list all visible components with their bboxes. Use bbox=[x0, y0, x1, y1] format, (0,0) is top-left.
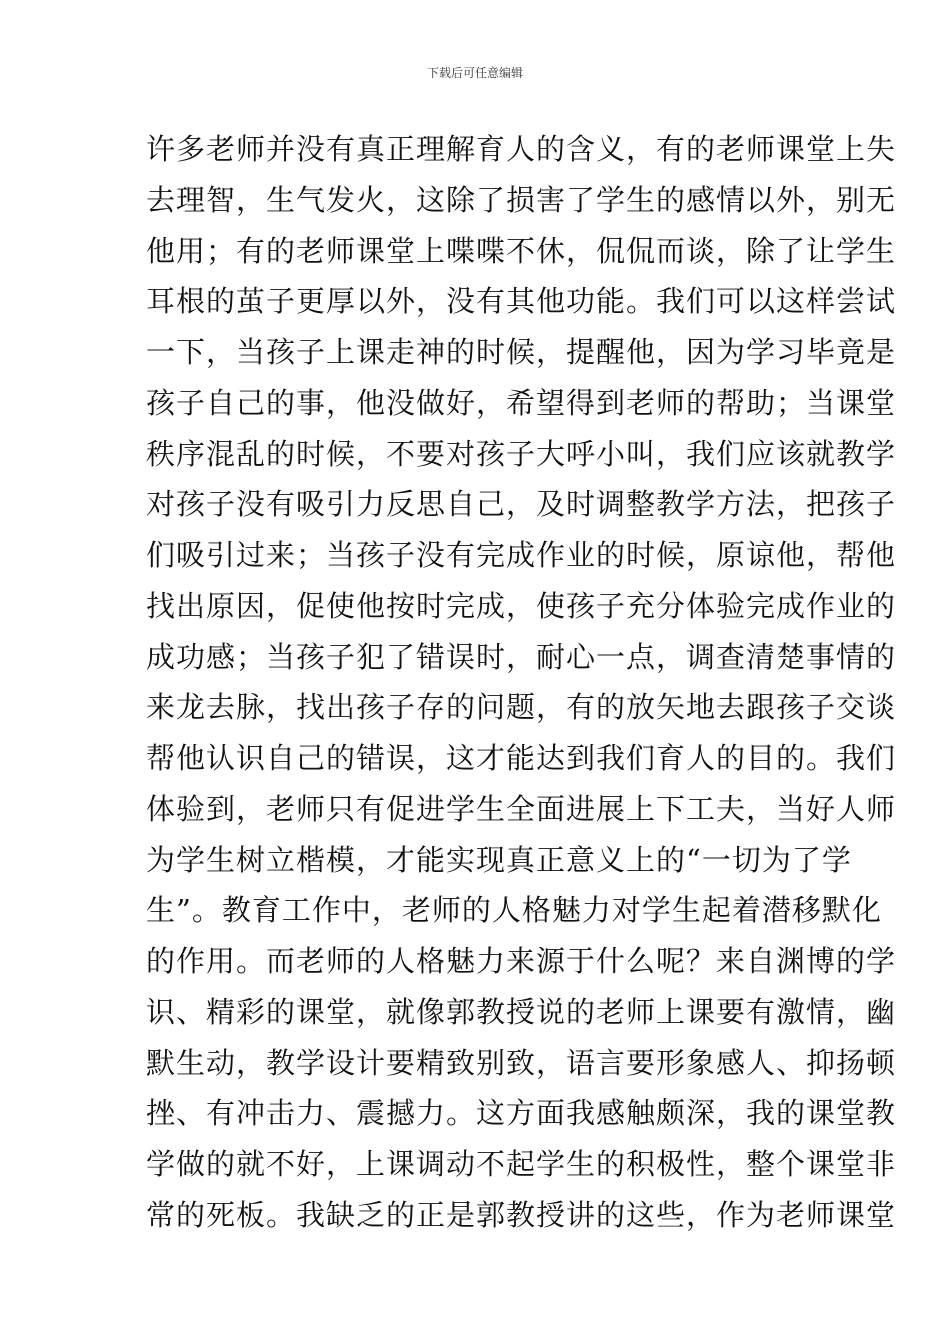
text-line: 对孩子没有吸引力反思自己，及时调整教学方法，把孩子 bbox=[146, 487, 897, 522]
text-line: 挫、有冲击力、震撼力。这方面我感触颇深，我的课堂教 bbox=[146, 1096, 897, 1131]
text-line: 生”。教育工作中，老师的人格魅力对学生起着潜移默化 bbox=[146, 893, 882, 928]
text-line: 识、精彩的课堂，就像郭教授说的老师上课要有激情，幽 bbox=[146, 994, 897, 1029]
page-header: 下载后可任意编辑 bbox=[426, 66, 523, 80]
text-line: 秩序混乱的时候，不要对孩子大呼小叫，我们应该就教学 bbox=[146, 436, 897, 471]
text-line: 常的死板。我缺乏的正是郭教授讲的这些，作为老师课堂 bbox=[146, 1197, 897, 1232]
text-line: 一下，当孩子上课走神的时候，提醒他，因为学习毕竟是 bbox=[146, 335, 897, 369]
text-line: 的作用。而老师的人格魅力来源于什么呢？来自渊博的学 bbox=[146, 944, 897, 978]
text-line: 去理智，生气发火，这除了损害了学生的感情以外，别无 bbox=[146, 182, 897, 217]
text-line: 体验到，老师只有促进学生全面进展上下工夫，当好人师 bbox=[146, 791, 897, 826]
text-line: 帮他认识自己的错误，这才能达到我们育人的目的。我们 bbox=[146, 741, 897, 775]
text-line: 他用；有的老师课堂上喋喋不休，侃侃而谈，除了让学生 bbox=[146, 233, 897, 268]
text-line: 孩子自己的事，他没做好，希望得到老师的帮助；当课堂 bbox=[146, 385, 897, 420]
document-body bbox=[146, 124, 897, 1241]
text-line: 为学生树立楷模，才能实现真正意义上的“一切为了学 bbox=[146, 842, 852, 877]
text-line: 许多老师并没有真正理解育人的含义，有的老师课堂上失 bbox=[146, 132, 897, 166]
text-line: 找出原因，促使他按时完成，使孩子充分体验完成作业的 bbox=[146, 588, 897, 623]
text-line: 默生动，教学设计要精致别致，语言要形象感人、抑扬顿 bbox=[146, 1045, 897, 1080]
text-line: 学做的就不好，上课调动不起学生的积极性，整个课堂非 bbox=[146, 1147, 897, 1181]
text-line: 们吸引过来；当孩子没有完成作业的时候，原谅他，帮他 bbox=[146, 538, 897, 572]
text-line: 耳根的茧子更厚以外，没有其他功能。我们可以这样尝试 bbox=[146, 284, 897, 319]
text-line: 成功感；当孩子犯了错误时，耐心一点，调查清楚事情的 bbox=[146, 639, 897, 674]
text-line: 来龙去脉，找出孩子存的问题，有的放矢地去跟孩子交谈 bbox=[146, 690, 897, 725]
